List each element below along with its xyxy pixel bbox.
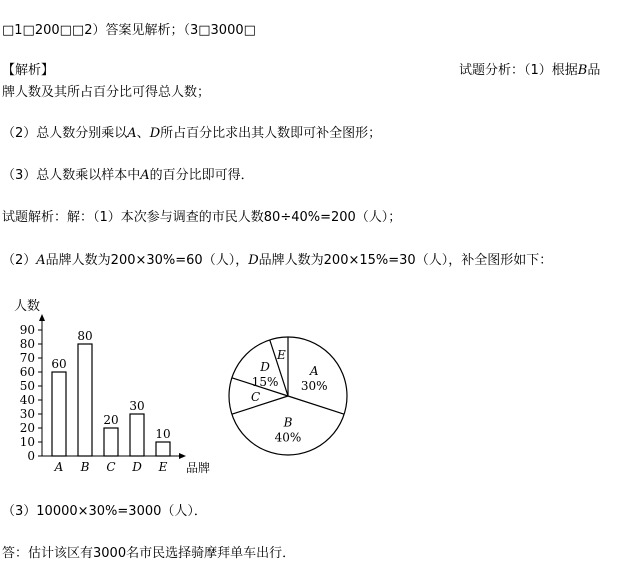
solution-part2: （2）A品牌人数为200×30%=60（人），D品牌人数为200×15%=30（人），补全图形如下： [2, 253, 553, 268]
bar-E [156, 442, 170, 456]
bar-y-tick-label: 30 [19, 407, 35, 421]
pie-slice-percent-A: 30% [300, 378, 328, 393]
bar-C [104, 428, 118, 456]
bar-value-label: 80 [77, 329, 93, 343]
bar-y-tick-label: 0 [27, 449, 35, 463]
bar-y-tick-label: 40 [19, 393, 35, 407]
bar-value-label: 10 [155, 427, 171, 441]
analysis-intro: 试题分析：（1）根据B品 [459, 63, 601, 78]
bar-y-tick-label: 20 [19, 421, 35, 435]
bar-value-label: 20 [103, 413, 119, 427]
answer-header: □1□200□□2）答案见解析；（3□3000□ [2, 23, 256, 38]
bar-chart [0, 290, 230, 485]
bar-x-tick-label: D [132, 460, 142, 474]
bar-x-tick-label: C [106, 460, 116, 474]
bar-y-tick-label: 90 [19, 323, 35, 337]
bar-value-label: 30 [129, 399, 145, 413]
bar-y-axis-arrow [39, 314, 45, 321]
bar-ylabel: 人数 [14, 299, 41, 314]
bar-B [78, 344, 92, 456]
bar-x-axis-arrow [179, 453, 186, 459]
solution-part1: 试题解析：解：（1）本次参与调查的市民人数80÷40%=200（人）； [2, 210, 402, 225]
pie-slice-name-C: C [250, 390, 261, 404]
step3-text: （3）总人数乘以样本中A的百分比即可得． [2, 168, 254, 183]
bar-y-tick-label: 60 [19, 365, 35, 379]
pie-slice-name-D: D [260, 360, 270, 375]
step2-text: （2）总人数分别乘以A、D所占百分比求出其人数即可补全图形； [2, 126, 382, 141]
bar-y-tick-label: 70 [19, 351, 35, 365]
pie-slice-name-E: E [276, 348, 286, 363]
bar-x-tick-label: E [158, 460, 168, 474]
solution-part3: （3）10000×30%=3000（人）． [2, 504, 207, 519]
bar-x-tick-label: B [80, 460, 90, 474]
bar-xlabel: 品牌 [186, 461, 211, 475]
pie-slice-name-A: A [309, 363, 319, 378]
pie-chart [225, 328, 365, 468]
bar-D [130, 414, 144, 456]
conclusion: 答：估计该区有3000名市民选择骑摩拜单车出行． [2, 546, 296, 561]
pie-slice-percent-D: 15% [251, 375, 279, 390]
bar-y-tick-label: 50 [19, 379, 35, 393]
bar-x-tick-label: A [54, 460, 64, 474]
pie-slice-percent-B: 40% [274, 430, 302, 445]
bar-A [52, 372, 66, 456]
bar-y-tick-label: 80 [19, 337, 35, 351]
analysis-label: 【解析】 [2, 63, 55, 78]
bar-value-label: 60 [51, 357, 67, 371]
step1-continuation: 牌人数及其所占百分比可得总人数； [2, 85, 211, 100]
pie-slice-name-B: B [283, 415, 293, 430]
bar-y-tick-label: 10 [19, 435, 35, 449]
